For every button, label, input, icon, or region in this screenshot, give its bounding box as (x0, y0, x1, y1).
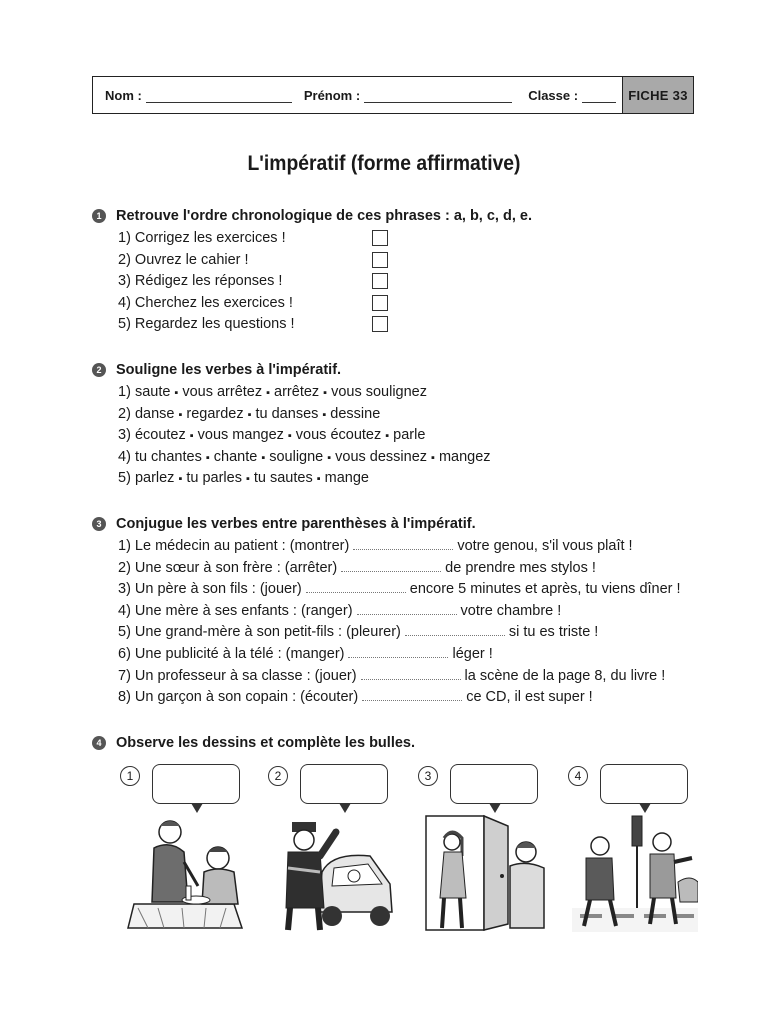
item-text: 5) Regardez les questions ! (118, 316, 295, 333)
item-suffix: ce CD, il est super ! (466, 689, 593, 706)
item-text: 2) Ouvrez le cahier ! (118, 251, 249, 268)
verb-option[interactable]: tu chantes (134, 448, 202, 465)
item-prompt: 8) Un garçon à son copain : (écouter) (118, 689, 359, 706)
student-info-header (92, 76, 694, 114)
verb-option[interactable]: arrêtez (274, 384, 320, 400)
verb-option[interactable]: mange (324, 470, 369, 487)
list-item (92, 271, 712, 293)
illustration-panel (118, 764, 256, 936)
list-item (92, 601, 712, 623)
illustration-panel (416, 764, 554, 936)
item-suffix: votre genou, s'il vous plaît ! (457, 538, 633, 554)
verb-option[interactable]: écoutez (134, 427, 186, 444)
answer-blank[interactable] (341, 559, 441, 572)
item-text: 1) Corrigez les exercices ! (118, 230, 286, 246)
item-text: 3) Rédigez les réponses ! (118, 273, 283, 290)
speech-bubble[interactable] (600, 764, 688, 804)
item-prompt: 5) Une grand-mère à son petit-fils : (pleurer) (118, 624, 401, 641)
nom-line[interactable] (146, 88, 292, 103)
prenom-field[interactable] (304, 88, 512, 103)
exercise-number-badge: 4 (92, 736, 106, 750)
word-separator: ▪ (266, 387, 271, 399)
exercise-title: Conjugue les verbes entre parenthèses à l'impératif. (116, 516, 476, 532)
list-item (92, 579, 712, 601)
verb-option[interactable]: danse (134, 405, 175, 422)
verb-option[interactable]: vous mangez (197, 427, 284, 444)
exercise-title: Observe les dessins et complète les bulles. (116, 735, 415, 751)
item-suffix: votre chambre ! (460, 602, 562, 619)
word-separator: ▪ (323, 387, 328, 399)
item-suffix: si tu es triste ! (508, 624, 599, 641)
word-separator: ▪ (287, 430, 292, 443)
illustration-panel (566, 764, 704, 936)
list-item (92, 314, 712, 336)
list-item (92, 404, 712, 426)
nom-label: Nom : (105, 87, 142, 103)
list-item (92, 250, 712, 272)
answer-checkbox[interactable] (372, 230, 388, 246)
word-separator: ▪ (178, 408, 183, 421)
list-item (92, 228, 712, 250)
word-separator: ▪ (431, 451, 435, 464)
item-prompt: 3) Un père à son fils : (jouer) (118, 581, 302, 598)
panel-number: 3 (418, 766, 438, 786)
word-separator: ▪ (261, 451, 266, 464)
item-number: 1) (118, 384, 131, 400)
verb-option[interactable]: vous arrêtez (182, 384, 263, 400)
doorway-drawing (422, 812, 548, 932)
list-item (92, 293, 712, 315)
verb-option[interactable]: dessine (330, 405, 381, 422)
item-prompt: 4) Une mère à ses enfants : (ranger) (118, 602, 353, 619)
panel-number: 2 (268, 766, 288, 786)
verb-option[interactable]: mangez (438, 448, 491, 465)
answer-checkbox[interactable] (372, 252, 388, 268)
word-separator: ▪ (327, 451, 332, 464)
verb-option[interactable]: tu parles (186, 470, 242, 487)
answer-blank[interactable] (357, 602, 457, 615)
verb-option[interactable]: parlez (134, 470, 175, 487)
item-prompt: 2) Une sœur à son frère : (arrêter) (118, 559, 338, 576)
list-item (92, 382, 712, 404)
classe-label: Classe : (528, 87, 579, 103)
verb-option[interactable]: vous écoutez (295, 427, 382, 444)
word-separator: ▪ (205, 451, 210, 464)
exercise-3 (92, 514, 712, 709)
list-item (92, 468, 712, 490)
verb-option[interactable]: vous dessinez (335, 448, 428, 465)
word-separator: ▪ (174, 387, 179, 399)
item-text: 4) Cherchez les exercices ! (118, 294, 293, 311)
word-separator: ▪ (189, 430, 194, 443)
classe-field[interactable] (528, 88, 616, 103)
street-crossing-drawing (572, 812, 698, 932)
item-number: 3) (118, 427, 131, 444)
word-separator: ▪ (247, 408, 252, 421)
verb-option[interactable]: parle (393, 427, 426, 444)
word-separator: ▪ (178, 473, 183, 486)
item-suffix: encore 5 minutes et après, tu viens dîner ! (409, 581, 681, 598)
word-separator: ▪ (322, 408, 327, 421)
verb-option[interactable]: chante (213, 448, 258, 465)
panel-number: 4 (568, 766, 588, 786)
exercise-number-badge: 3 (92, 517, 106, 531)
illustration-panels (118, 764, 698, 936)
exercise-2 (92, 360, 712, 490)
fiche-badge: FICHE 33 (622, 77, 693, 113)
exercise-4 (92, 733, 712, 753)
answer-checkbox[interactable] (372, 316, 388, 332)
exercise-number-badge: 1 (92, 209, 106, 223)
answer-checkbox[interactable] (372, 273, 388, 289)
nom-field[interactable] (105, 88, 292, 103)
list-item (92, 644, 712, 666)
list-item (92, 536, 712, 558)
restaurant-drawing (124, 812, 250, 932)
exercise-1 (92, 206, 712, 336)
verb-option[interactable]: souligne (269, 448, 324, 465)
answer-blank[interactable] (353, 537, 453, 550)
exercise-title: Souligne les verbes à l'impératif. (116, 362, 342, 378)
word-separator: ▪ (245, 473, 250, 486)
item-number: 2) (118, 405, 131, 422)
word-separator: ▪ (316, 473, 321, 486)
speech-bubble[interactable] (300, 764, 388, 804)
illustration-panel (266, 764, 404, 936)
verb-option[interactable]: vous soulignez (331, 384, 427, 400)
item-suffix: la scène de la page 8, du livre ! (464, 667, 666, 684)
page-title: L'impératif (forme affirmative) (247, 152, 521, 175)
answer-blank[interactable] (405, 623, 505, 636)
list-item (92, 558, 712, 580)
verb-option[interactable]: tu danses (255, 405, 319, 422)
list-item (92, 687, 712, 709)
list-item (92, 666, 712, 688)
exercise-number-badge: 2 (92, 363, 106, 377)
verb-option[interactable]: saute (134, 384, 171, 400)
list-item (92, 447, 712, 469)
prenom-label: Prénom : (303, 87, 361, 103)
answer-blank[interactable] (348, 645, 448, 658)
item-suffix: de prendre mes stylos ! (445, 559, 596, 576)
answer-blank[interactable] (306, 580, 406, 593)
item-prompt: 7) Un professeur à sa classe : (jouer) (118, 667, 357, 684)
prenom-line[interactable] (364, 88, 512, 103)
panel-number: 1 (120, 766, 140, 786)
exercise-title: Retrouve l'ordre chronologique de ces phrases : a, b, c, d, e. (116, 208, 532, 224)
list-item (92, 425, 712, 447)
list-item (92, 622, 712, 644)
classe-line[interactable] (582, 88, 616, 103)
verb-option[interactable]: tu sautes (253, 470, 313, 487)
item-number: 5) (118, 470, 131, 487)
item-number: 4) (118, 448, 131, 465)
speech-bubble[interactable] (152, 764, 240, 804)
answer-blank[interactable] (362, 688, 462, 701)
word-separator: ▪ (385, 430, 390, 443)
speech-bubble[interactable] (450, 764, 538, 804)
item-suffix: léger ! (452, 645, 493, 662)
item-prompt: 6) Une publicité à la télé : (manger) (118, 645, 345, 662)
police-car-drawing (272, 812, 398, 932)
item-prompt: 1) Le médecin au patient : (montrer) (118, 538, 350, 554)
answer-blank[interactable] (361, 667, 461, 680)
verb-option[interactable]: regardez (186, 405, 244, 422)
answer-checkbox[interactable] (372, 295, 388, 311)
